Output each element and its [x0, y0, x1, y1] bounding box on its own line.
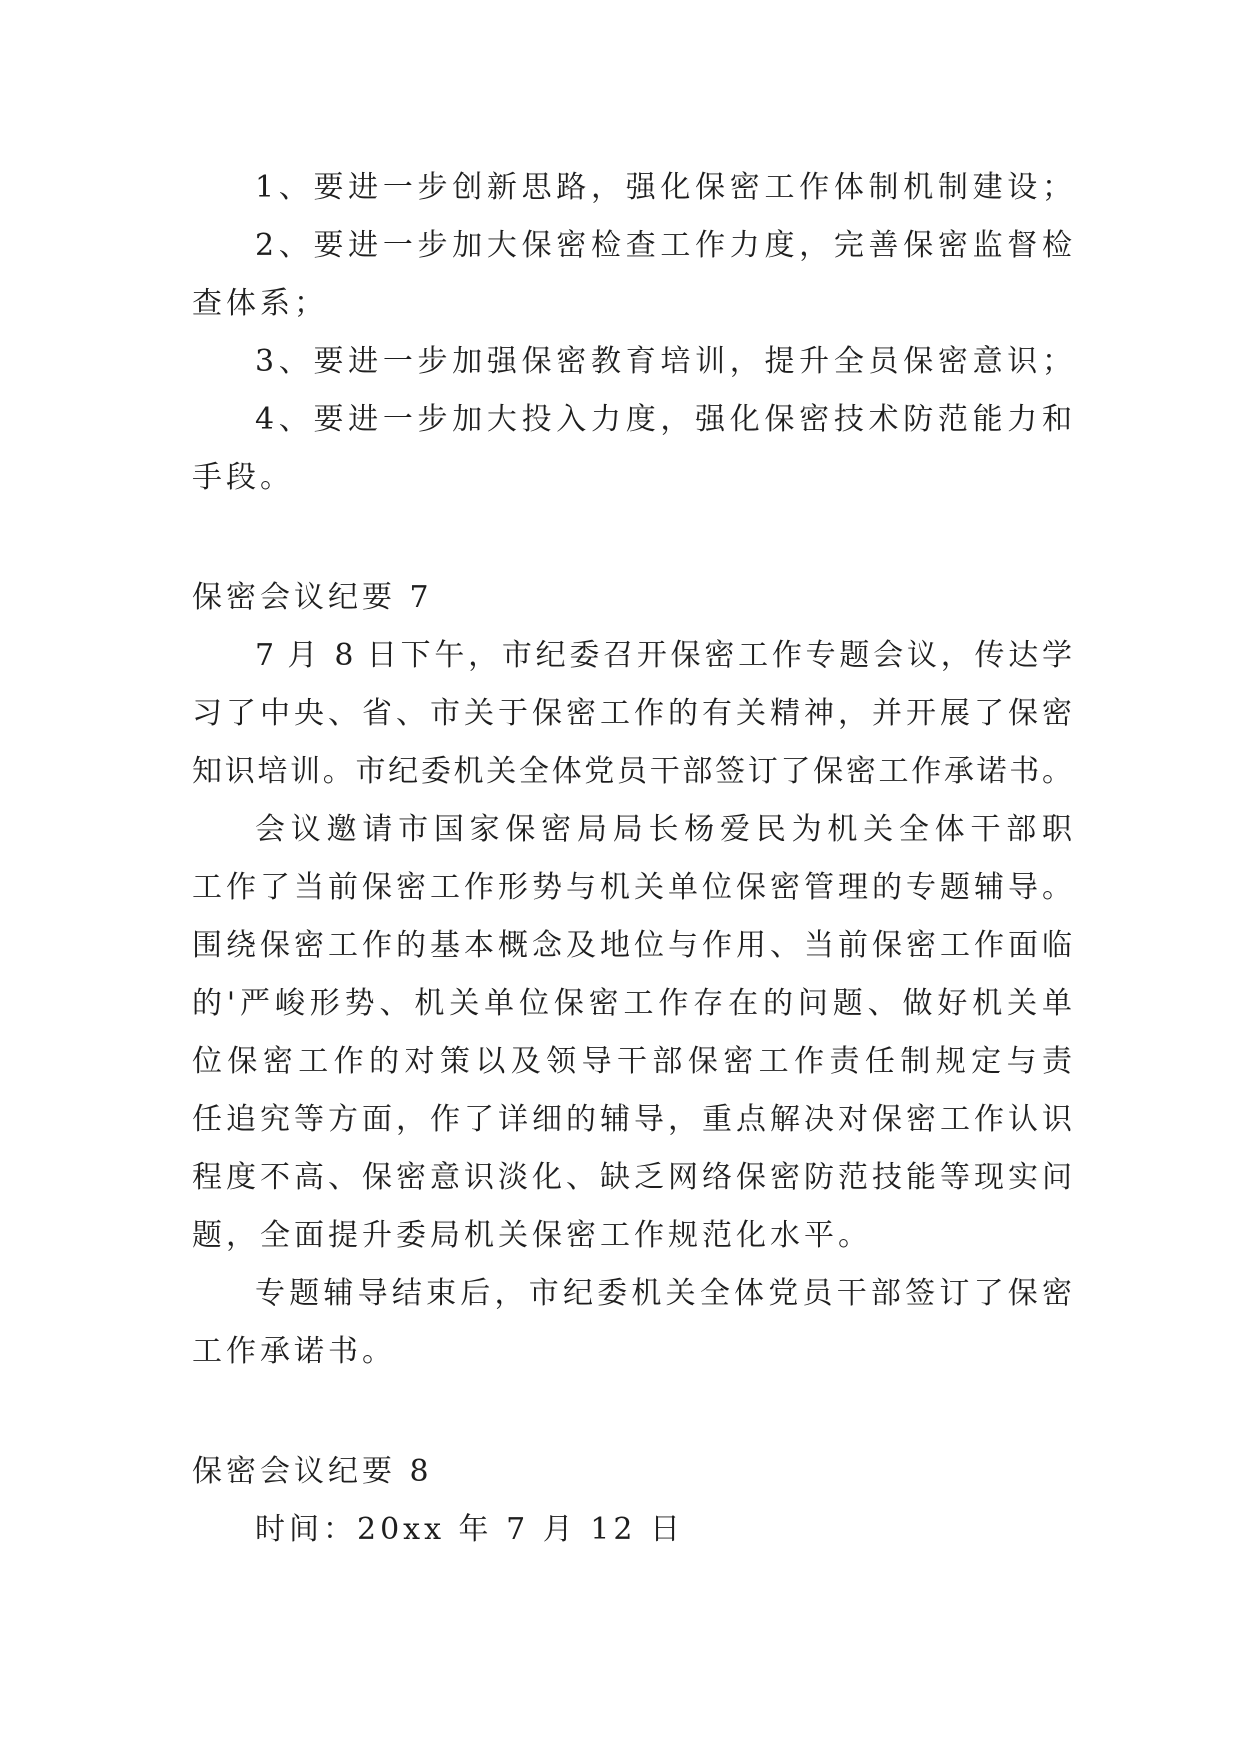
- paragraph-line: 题，全面提升委局机关保密工作规范化水平。: [192, 1218, 872, 1253]
- paragraph-line: 工作了当前保密工作形势与机关单位保密管理的专题辅导。: [192, 870, 1072, 905]
- meeting-time: 时间：20xx 年 7 月 12 日: [255, 1512, 684, 1547]
- list-item-2-continuation: 查体系；: [192, 286, 328, 321]
- list-item-2: 2、要进一步加大保密检查工作力度，完善保密监督检: [255, 228, 1072, 263]
- paragraph-line: 位保密工作的对策以及领导干部保密工作责任制规定与责: [192, 1044, 1072, 1079]
- paragraph-line: 习了中央、省、市关于保密工作的有关精神，并开展了保密: [192, 696, 1072, 731]
- paragraph-line: 会议邀请市国家保密局局长杨爱民为机关全体干部职: [255, 812, 1072, 847]
- paragraph-line: 程度不高、保密意识淡化、缺乏网络保密防范技能等现实问: [192, 1160, 1072, 1195]
- paragraph-line: 专题辅导结束后，市纪委机关全体党员干部签订了保密: [255, 1276, 1072, 1311]
- section-heading-7: 保密会议纪要 7: [192, 580, 433, 615]
- paragraph-line: 工作承诺书。: [192, 1334, 396, 1369]
- section-heading-8: 保密会议纪要 8: [192, 1454, 433, 1489]
- list-item-3: 3、要进一步加强保密教育培训，提升全员保密意识；: [255, 344, 1072, 379]
- paragraph-line: 围绕保密工作的基本概念及地位与作用、当前保密工作面临: [192, 928, 1072, 963]
- paragraph-line: 知识培训。市纪委机关全体党员干部签订了保密工作承诺书。: [192, 754, 1072, 789]
- paragraph-line: 7 月 8 日下午，市纪委召开保密工作专题会议，传达学: [255, 638, 1072, 673]
- list-item-1: 1、要进一步创新思路，强化保密工作体制机制建设；: [255, 170, 1072, 205]
- paragraph-line: 任追究等方面，作了详细的辅导，重点解决对保密工作认识: [192, 1102, 1072, 1137]
- paragraph-line: 的'严峻形势、机关单位保密工作存在的问题、做好机关单: [192, 986, 1072, 1021]
- list-item-4-continuation: 手段。: [192, 460, 294, 495]
- list-item-4: 4、要进一步加大投入力度，强化保密技术防范能力和: [255, 402, 1072, 437]
